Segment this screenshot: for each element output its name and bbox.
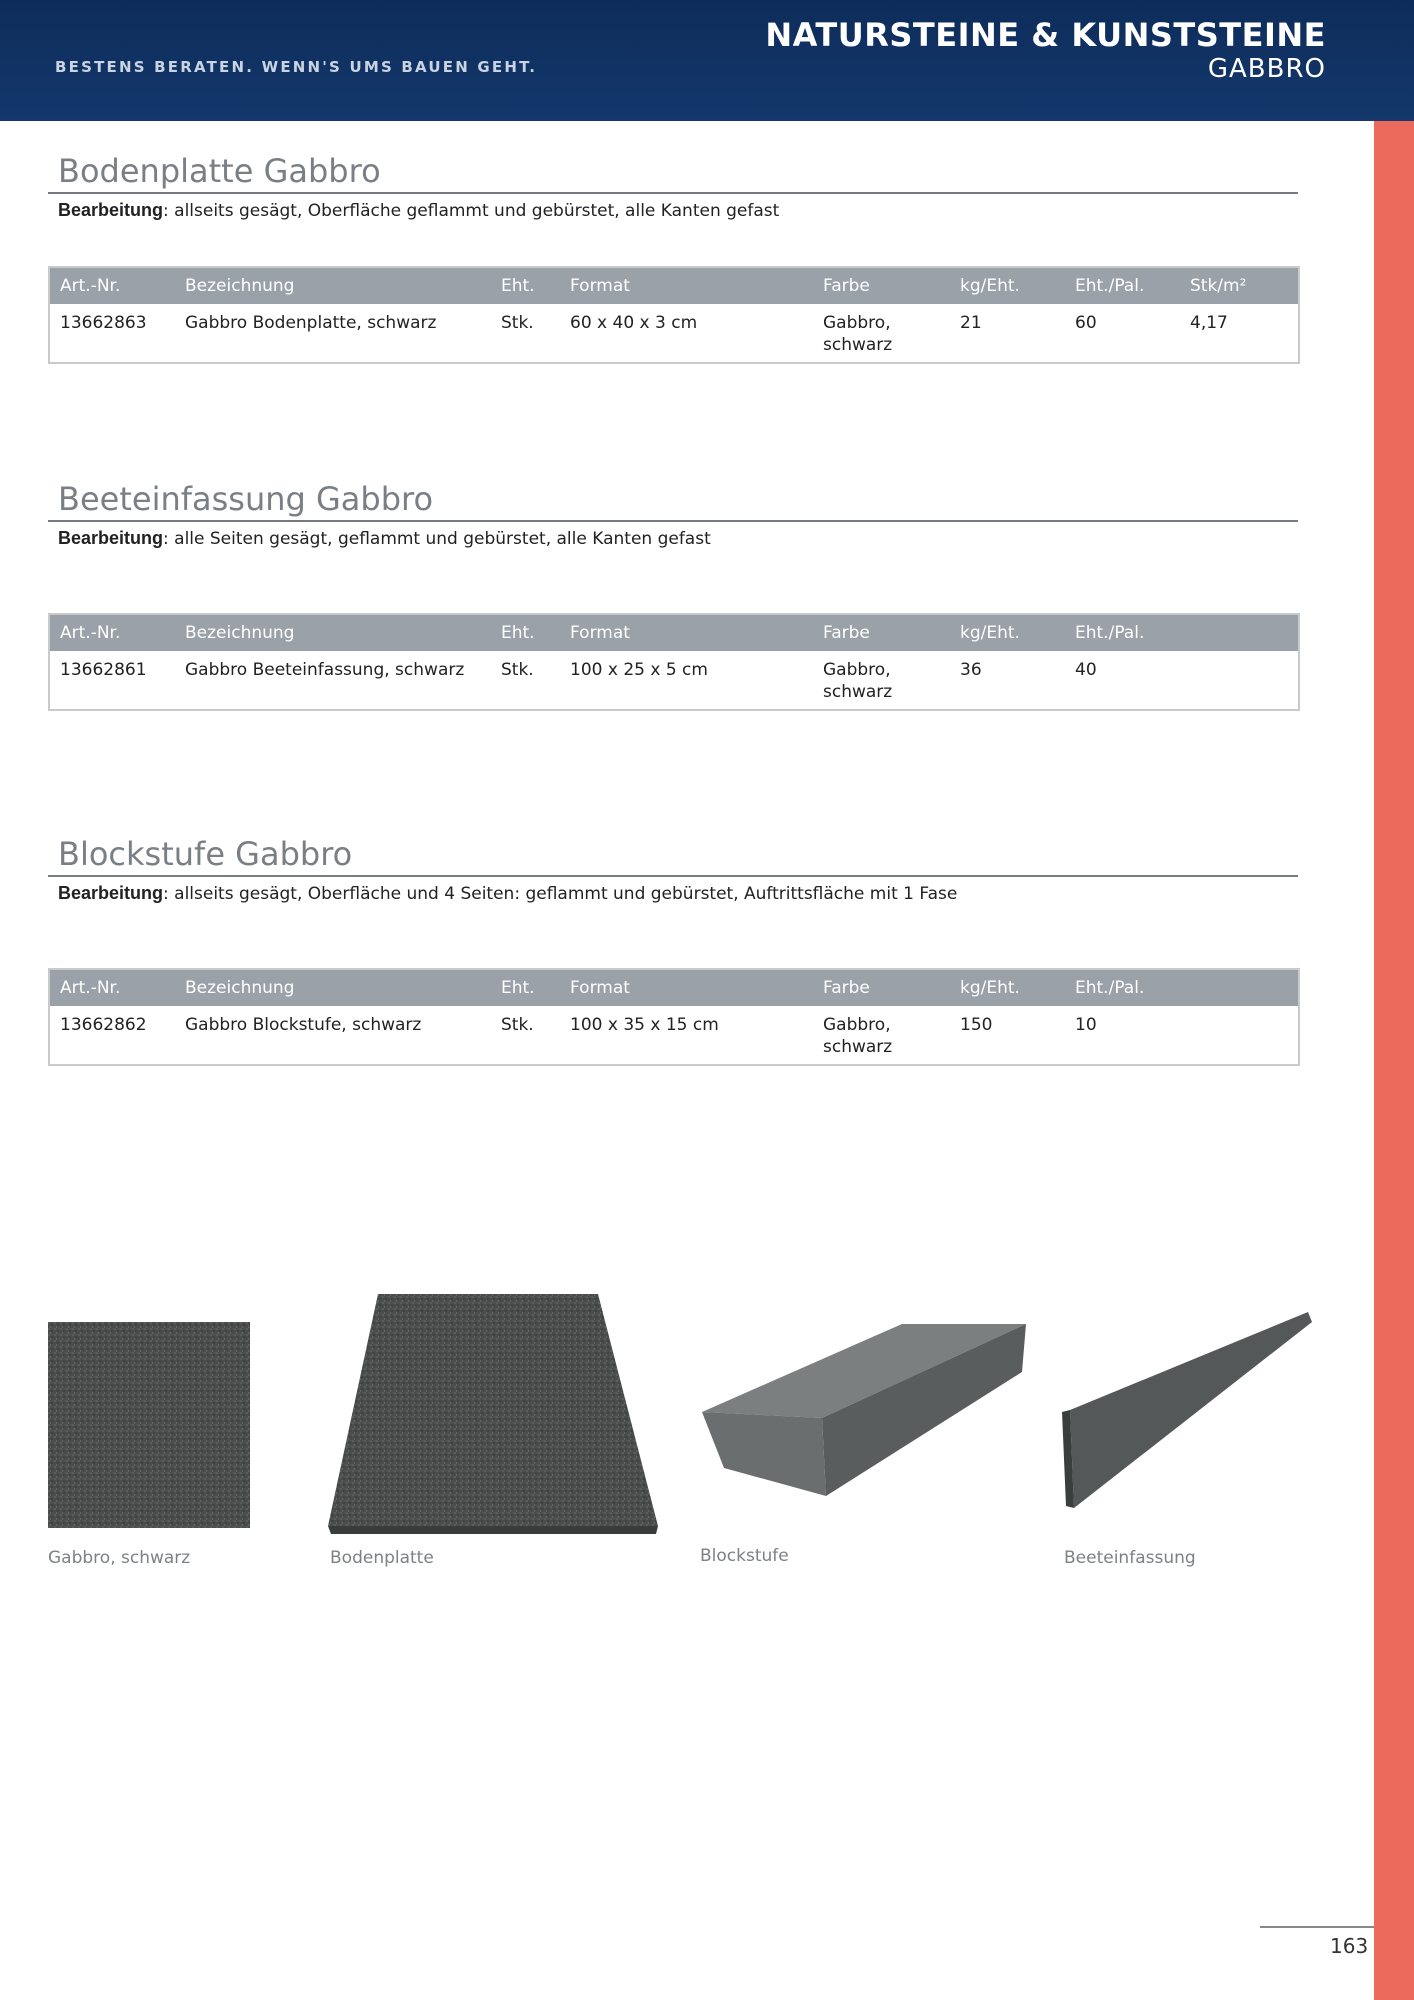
column-header: Eht. (491, 267, 560, 304)
column-header: Stk/m² (1180, 267, 1299, 304)
cell-unit: Stk. (501, 1015, 534, 1035)
section-divider (48, 520, 1298, 522)
gallery-caption: Gabbro, schwarz (48, 1548, 191, 1568)
beeteinfassung-photo (1062, 1300, 1322, 1550)
description-text: : allseits gesägt, Oberfläche und 4 Seiten: geflammt und gebürstet, Auftrittsfläche mit 1 Fase (163, 884, 958, 904)
gallery-caption: Bodenplatte (330, 1548, 434, 1568)
cell-per-pallet: 40 (1075, 660, 1097, 680)
header-title: NATURSTEINE & KUNSTSTEINE (765, 16, 1326, 54)
column-header: Eht./Pal. (1065, 969, 1180, 1006)
description-text: : allseits gesägt, Oberfläche geflammt und gebürstet, alle Kanten gefast (163, 201, 780, 221)
cell-weight: 150 (960, 1015, 993, 1035)
section-divider (48, 875, 1298, 877)
bodenplatte-photo (328, 1290, 658, 1540)
column-header: Art.-Nr. (49, 969, 175, 1006)
column-header: kg/Eht. (950, 969, 1065, 1006)
description-label: Bearbeitung (58, 528, 164, 548)
column-header: Eht./Pal. (1065, 267, 1180, 304)
gallery-caption: Beeteinfassung (1064, 1548, 1196, 1568)
section-title: Beeteinfassung Gabbro (58, 480, 434, 518)
section-blockstufe (48, 835, 1298, 1066)
product-gallery (48, 1270, 1298, 1600)
column-header: Bezeichnung (175, 614, 491, 651)
cell-per-pallet: 60 (1075, 313, 1097, 333)
section-bodenplatte (48, 152, 1298, 364)
cell-unit: Stk. (501, 313, 534, 333)
accent-side-bar (1374, 121, 1414, 2000)
column-header: Eht./Pal. (1065, 614, 1180, 651)
column-header: Format (560, 614, 813, 651)
header-subtitle: GABBRO (1207, 54, 1326, 84)
table-row (49, 651, 1299, 710)
header-banner (0, 0, 1414, 121)
cell-per-sqm: 4,17 (1190, 313, 1228, 333)
column-header: kg/Eht. (950, 267, 1065, 304)
cell-weight: 21 (960, 313, 982, 333)
cell-color: Gabbro, schwarz (823, 660, 893, 702)
column-header: Bezeichnung (175, 969, 491, 1006)
section-divider (48, 192, 1298, 194)
description-label: Bearbeitung (58, 883, 164, 903)
table-header-row (49, 267, 1299, 304)
column-header: Art.-Nr. (49, 614, 175, 651)
column-header: Bezeichnung (175, 267, 491, 304)
cell-name: Gabbro Bodenplatte, schwarz (185, 313, 437, 333)
table-header-row (49, 614, 1299, 651)
cell-color: Gabbro, schwarz (823, 313, 893, 355)
product-table (48, 613, 1300, 711)
cell-article-number: 13662862 (60, 1015, 147, 1035)
section-title: Bodenplatte Gabbro (58, 152, 381, 190)
gallery-caption: Blockstufe (700, 1546, 789, 1566)
section-description (58, 528, 1298, 549)
cell-per-sqm (1180, 1006, 1299, 1065)
page-number: 163 (1330, 1934, 1369, 1958)
header-title-block (765, 16, 1326, 84)
cell-name: Gabbro Blockstufe, schwarz (185, 1015, 422, 1035)
column-header: Format (560, 267, 813, 304)
column-header (1180, 614, 1299, 651)
gabbro-texture-photo (48, 1322, 250, 1528)
blockstufe-photo (696, 1300, 1026, 1550)
cell-format: 60 x 40 x 3 cm (570, 313, 698, 333)
table-header-row (49, 969, 1299, 1006)
column-header: kg/Eht. (950, 614, 1065, 651)
column-header: Farbe (813, 969, 950, 1006)
product-table (48, 266, 1300, 364)
product-table (48, 968, 1300, 1066)
cell-name: Gabbro Beeteinfassung, schwarz (185, 660, 465, 680)
section-beeteinfassung (48, 480, 1298, 711)
column-header: Format (560, 969, 813, 1006)
column-header: Farbe (813, 614, 950, 651)
cell-format: 100 x 35 x 15 cm (570, 1015, 719, 1035)
cell-article-number: 13662861 (60, 660, 147, 680)
footer-divider (1260, 1926, 1374, 1928)
column-header: Art.-Nr. (49, 267, 175, 304)
description-text: : alle Seiten gesägt, geflammt und gebürstet, alle Kanten gefast (163, 529, 711, 549)
section-title: Blockstufe Gabbro (58, 835, 353, 873)
section-description (58, 883, 1298, 904)
cell-weight: 36 (960, 660, 982, 680)
section-description (58, 200, 1298, 221)
cell-article-number: 13662863 (60, 313, 147, 333)
slogan: BESTENS BERATEN. WENN'S UMS BAUEN GEHT. (55, 58, 538, 76)
column-header (1180, 969, 1299, 1006)
column-header: Eht. (491, 969, 560, 1006)
cell-per-pallet: 10 (1075, 1015, 1097, 1035)
column-header: Farbe (813, 267, 950, 304)
table-row (49, 1006, 1299, 1065)
cell-color: Gabbro, schwarz (823, 1015, 893, 1057)
cell-unit: Stk. (501, 660, 534, 680)
description-label: Bearbeitung (58, 200, 164, 220)
column-header: Eht. (491, 614, 560, 651)
cell-per-sqm (1180, 651, 1299, 710)
cell-format: 100 x 25 x 5 cm (570, 660, 708, 680)
table-row (49, 304, 1299, 363)
